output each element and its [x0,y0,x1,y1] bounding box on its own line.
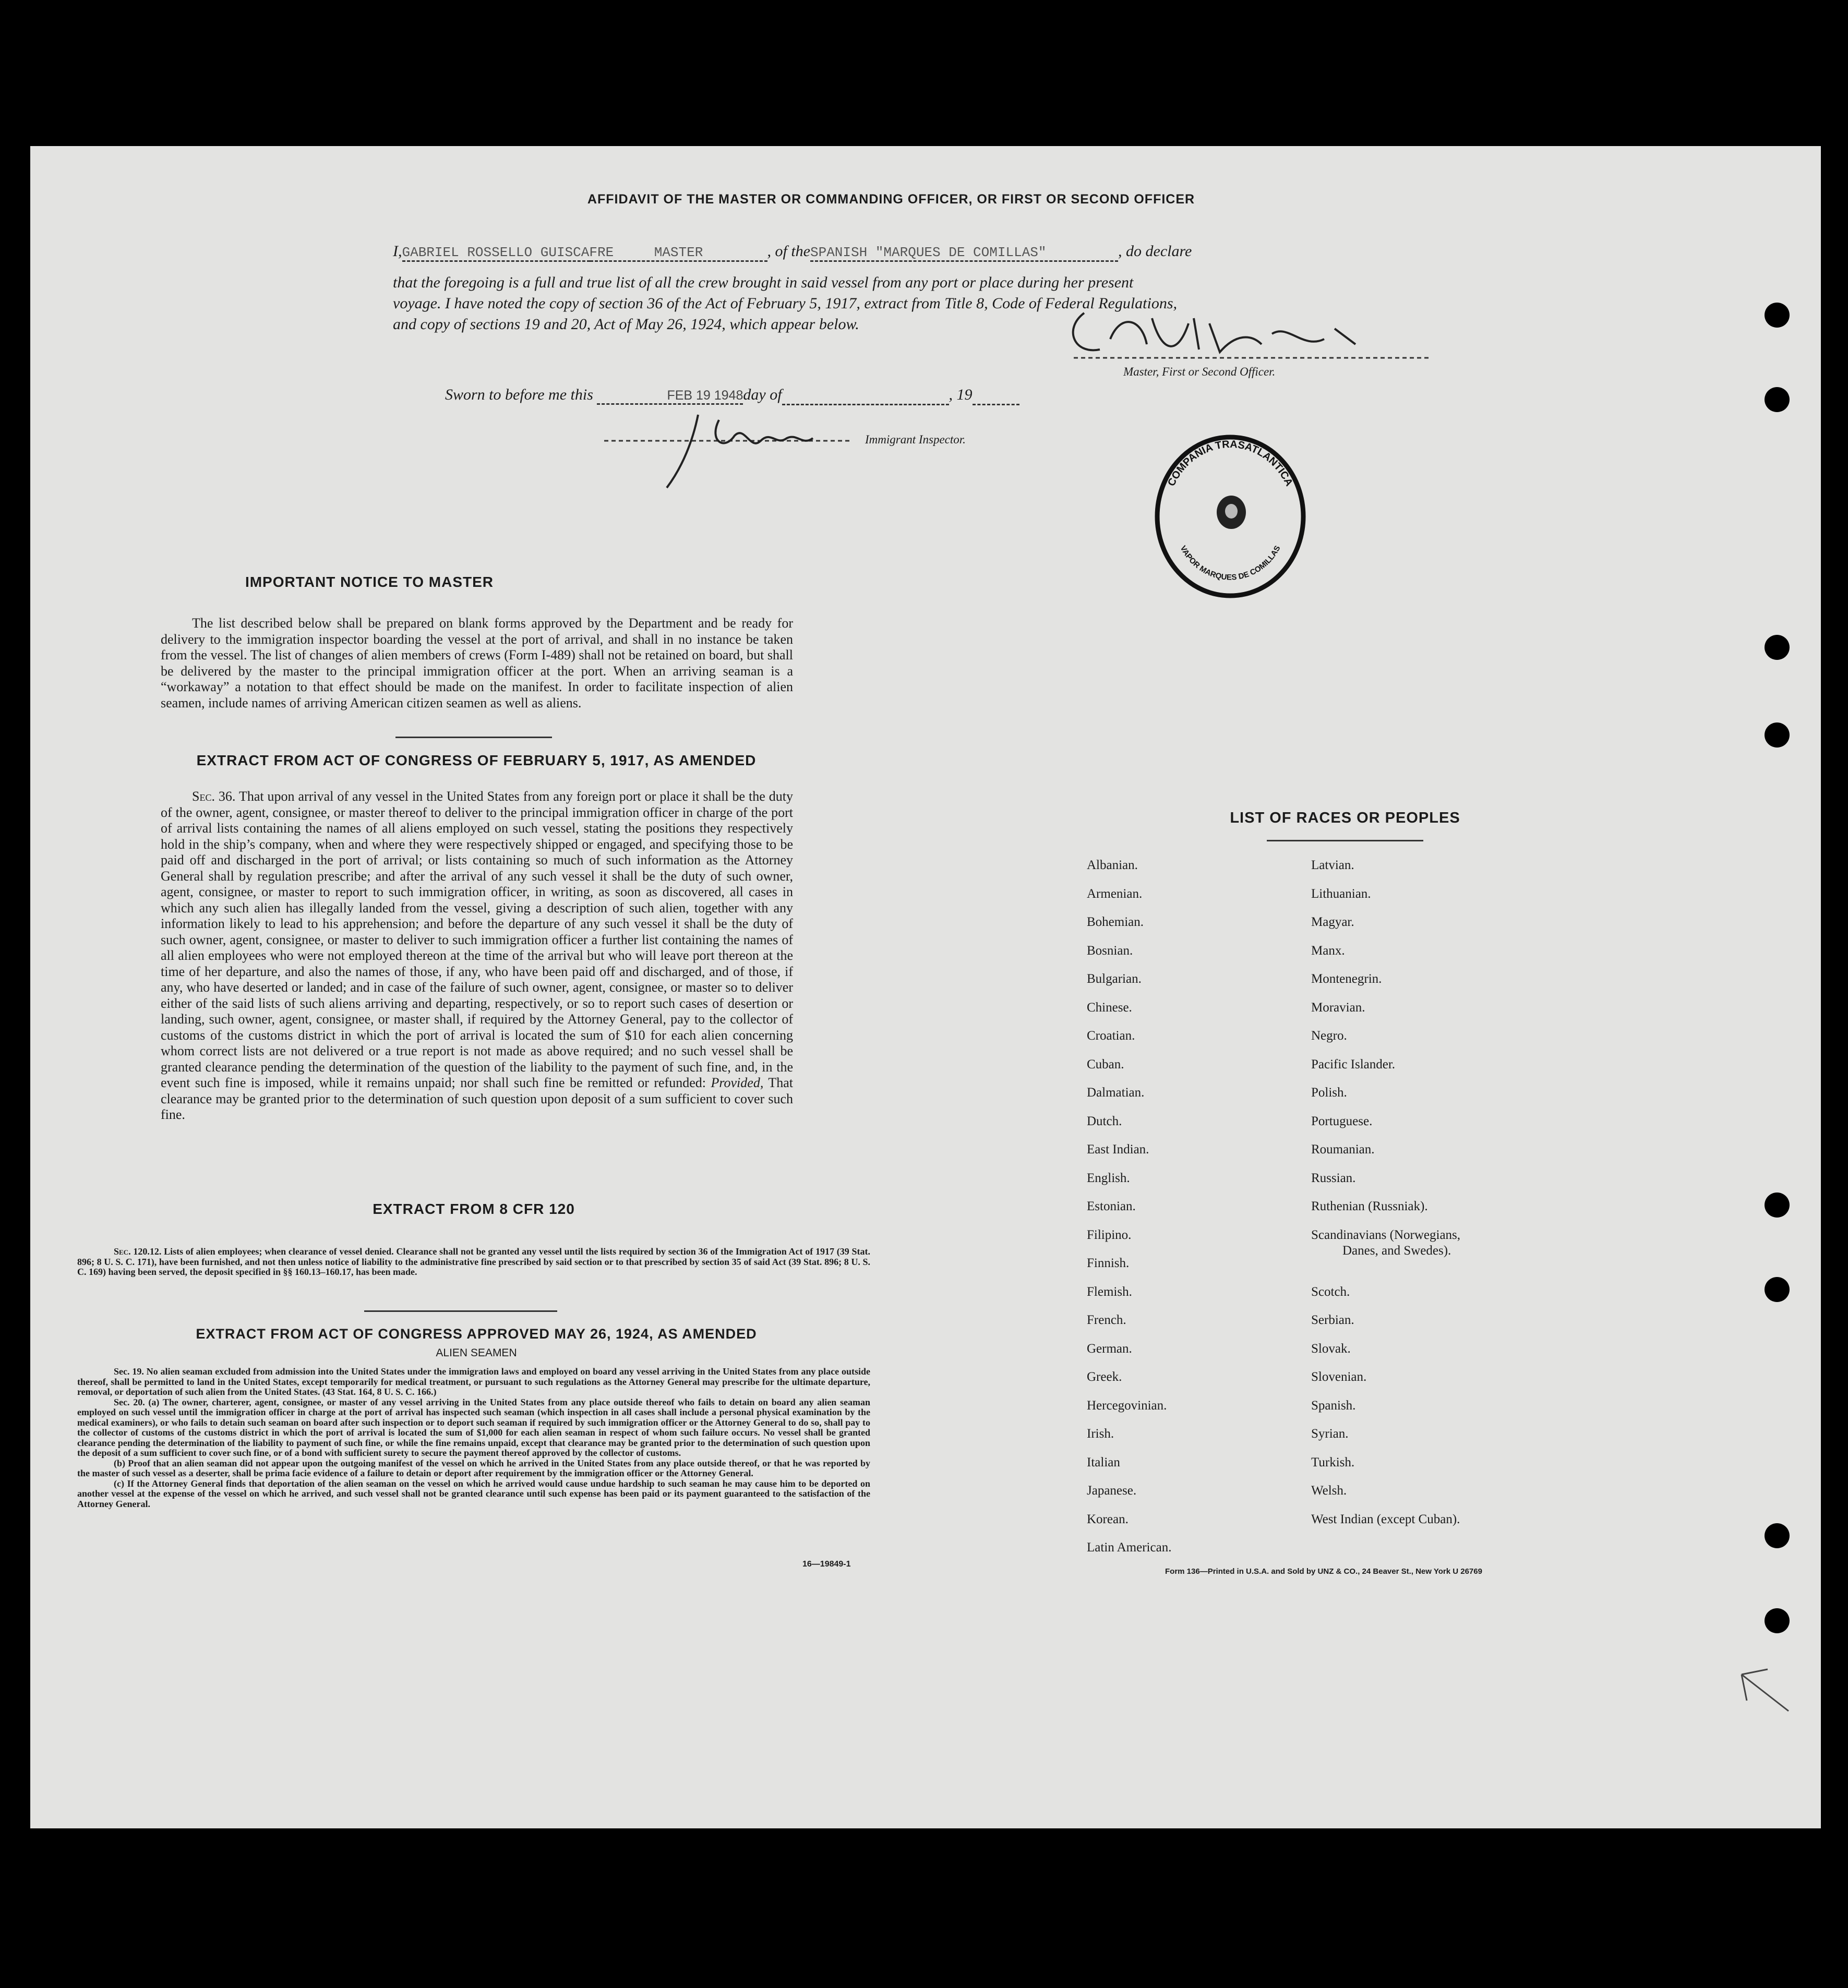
race-item: Danes, and Swedes). [1342,1243,1451,1258]
race-item: Montenegrin. [1311,972,1382,986]
month-field [782,386,949,405]
day-of-text: day of [743,386,782,403]
race-item: Chinese. [1087,1000,1132,1015]
race-item: Bosnian. [1087,943,1133,958]
race-item: Croatian. [1087,1029,1135,1043]
race-item: Roumanian. [1311,1142,1375,1156]
race-item: Spanish. [1311,1398,1356,1413]
sworn-date-stamp: FEB 19 1948 [597,388,743,405]
affidavit-line-1 [393,243,1192,262]
races-heading: LIST OF RACES OR PEOPLES [1230,810,1460,826]
affidavit-line-4: and copy of sections 19 and 20, Act of May 26, 1924, which appear below. [393,316,859,333]
document-sheet [30,146,1821,1828]
notice-text: The list described below shall be prepared on blank forms approved by the Department and be ready for delivery to the immigration inspector boarding the vessel at the port of arrival, and shall in no instance be taken from the vessel. The list of changes of alien members of crews (Form I-489) shall not be retained on board, but shall be delivered by the master to the principal immigration officer at the port. When an arriving seaman is a “workaway” a notation to that effect should be made on the manifest. In order to facilitate inspection of alien seamen, include names of arriving American citizen seamen as well as aliens. [161,616,793,710]
punch-hole [1765,1608,1790,1633]
punch-hole [1765,1192,1790,1218]
race-item: Slovak. [1311,1341,1351,1356]
race-item: Finnish. [1087,1256,1130,1270]
race-item: Portuguese. [1311,1114,1373,1128]
extract-1924-heading: EXTRACT FROM ACT OF CONGRESS APPROVED MAY 26, 1924, AS AMENDED [196,1326,757,1342]
race-item: Pacific Islander. [1311,1057,1396,1071]
affidavit-heading: AFFIDAVIT OF THE MASTER OR COMMANDING OFFICER, OR FIRST OR SECOND OFFICER [587,192,1195,207]
seal-text-top: COMPAÑIA TRASATLANTICA [1166,438,1295,488]
sworn-line [445,386,1019,405]
race-item: German. [1087,1341,1132,1356]
notice-heading: IMPORTANT NOTICE TO MASTER [245,574,494,590]
punch-hole [1765,387,1790,412]
divider [1267,840,1423,841]
extract-1917-heading: EXTRACT FROM ACT OF CONGRESS OF FEBRUARY 5, 1917, AS AMENDED [196,752,757,768]
punch-hole [1765,1523,1790,1548]
sec-20a-text: Sec. 20. (a) The owner, charterer, agent, consignee, or master of any vessel arriving in the United States from any place outside thereof who fails to detain on board any alien seaman employed on such vessel until the immigration officer in charge at the port of arrival has inspected such seaman (which inspection in all cases shall include a personal physical examination by the medical examiners), or who fails to detain such seaman on board after such inspection or to deport such seaman if required by such immigration officer or the Attorney General to do so, shall pay to the collector of customs of the customs district in which the port of arrival is located the sum of $1,000 for each alien seaman in respect of whom such failure occurs. No vessel shall be granted clearance pending the determination of the liability to payment of such fine, or while the fine remains unpaid, except that clearance may be granted prior to the determination of such question upon the deposit of a sum sufficient to cover such fine, or of a bond with sufficient surety to secure the payment thereof approved by the collector of customs. [77,1396,870,1458]
sec-36-label: Sec. 36. [192,789,236,804]
divider [395,737,552,738]
inspector-signature [604,409,875,493]
race-item: Welsh. [1311,1484,1347,1498]
race-item: Scotch. [1311,1284,1350,1299]
sec-20c-text: (c) If the Attorney General finds that deportation of the alien seaman on the vessel on which he arrived would cause undue hardship to such seaman he may cause him to be deported on another vessel at the expense of the vessel on which he arrived, and such vessel shall not be granted clearance until such expense has been paid or its payment guaranteed to the satisfaction of the Attorney General. [77,1478,870,1509]
of-the-text: , of the [767,243,810,260]
race-item: Manx. [1311,943,1345,958]
form-code: 16—19849-1 [802,1560,851,1569]
race-item: West Indian (except Cuban). [1311,1512,1460,1526]
cfr-text [77,1247,870,1278]
alien-seamen-subheading: ALIEN SEAMEN [436,1347,517,1359]
affidavit-prefix: I, [393,243,402,260]
affidavit-line-3: voyage. I have noted the copy of section 36 of the Act of February 5, 1917, extract from Title 8, Code of Federal Regulations, [393,295,1178,312]
race-item: Latin American. [1087,1540,1172,1555]
seal-text-bottom: VAPOR MARQUES DE COMILLAS [1178,544,1282,582]
printer-footer: Form 136—Printed in U.S.A. and Sold by UNZ & CO., 24 Beaver St., New York U 26769 [1165,1567,1482,1576]
race-item: Dalmatian. [1087,1086,1145,1100]
rank-field: MASTER [590,245,767,262]
race-item: Negro. [1311,1029,1347,1043]
race-item: Armenian. [1087,886,1143,901]
svg-text:VAPOR MARQUES DE COMILLAS [1178,544,1282,582]
race-item: Flemish. [1087,1284,1132,1299]
cfr-heading: EXTRACT FROM 8 CFR 120 [373,1201,575,1217]
race-item: Lithuanian. [1311,886,1371,901]
punch-hole [1765,1277,1790,1302]
race-item: Cuban. [1087,1057,1124,1071]
race-item: Italian [1087,1455,1120,1469]
do-declare-text: , do declare [1118,243,1192,260]
race-item: Dutch. [1087,1114,1122,1128]
race-item: Ruthenian (Russniak). [1311,1199,1428,1213]
master-caption: Master, First or Second Officer. [1123,365,1276,378]
punch-hole [1765,722,1790,748]
race-item: Hercegovinian. [1087,1398,1167,1413]
race-item: Polish. [1311,1086,1347,1100]
race-item: Syrian. [1311,1427,1349,1441]
race-item: Korean. [1087,1512,1129,1526]
race-item: Irish. [1087,1427,1114,1441]
affidavit-line-2: that the foregoing is a full and true list of all the crew brought in said vessel from any port or place during her present [393,274,1134,291]
sec-20b-text: (b) Proof that an alien seaman did not appear upon the outgoing manifest of the vessel on which he arrived in the United States from any place outside thereof, or that he was reported by the master of such vessel as a deserter, shall be prima facie evidence of a failure to detain or deport after requirement by the immigration officer or the Attorney General. [77,1457,870,1478]
year-prefix: , 19 [949,386,973,403]
extract-1917-text [161,789,793,1123]
master-signature [1063,303,1460,365]
race-item: Serbian. [1311,1313,1354,1327]
race-item: Estonian. [1087,1199,1136,1213]
sec-36-body: That upon arrival of any vessel in the United States from any foreign port or place it shall be the duty of the owner, agent, consignee, or master thereof to deliver to the principal immigration officer in charge of the port of arrival lists containing the names of all aliens employed on such vessel, stating the positions they respectively hold in the ship’s company, when and where they were respectively shipped or engaged, and specifying those to be paid off and discharged in the port of arrival; or lists containing so much of such information as the Attorney General shall by regulation prescribe; and after the arrival of any such vessel it shall be the duty of such owner, agent, consignee, or master to report to such immigration officer, in writing, as soon as discovered, all cases in which any such alien has illegally landed from the vessel, giving a description of such alien, together with any information likely to lead to his apprehension; and before the departure of any such vessel it shall be the duty of such owner, agent, consignee, or master to deliver to such immigration officer a further list containing the names of all alien employees who were not employed thereon at the time of the arrival but who will leave port thereon at the time of her departure, and also the names of those, if any, who have been paid off and discharged, and of those, if any, who have deserted or landed; and in case of the failure of such owner, agent, consignee, or master so to deliver either of the said lists of such aliens arriving and departing, respectively, or so to report such cases of desertion or landing, such owner, agent, consignee, or master shall, if required by the Attorney General, pay to the collector of customs of the customs district in which the port of arrival is located the sum of $10 for each alien concerning whom correct lists are not delivered or a true report is not made as above required; and no such vessel shall be granted clearance pending the determination of the question of the liability to the payment of such fine, and, in the event such fine is imposed, while it remains unpaid; nor shall such fine be remitted or refunded: [161,789,793,1090]
race-item: Slovenian. [1311,1370,1367,1384]
race-item: Turkish. [1311,1455,1355,1469]
vessel-field: SPANISH "MARQUES DE COMILLAS" [810,245,1118,262]
race-item: Greek. [1087,1370,1122,1384]
sec-36-end: That clearance may be granted prior to the determination of such question upon deposit of a sum sufficient to cover such fine. [161,1075,794,1122]
race-item: Magyar. [1311,915,1354,929]
race-item: French. [1087,1313,1126,1327]
race-item: Filipino. [1087,1227,1132,1242]
sec-19-text: Sec. 19. No alien seaman excluded from admission into the United States under the immigration laws and employed on board any vessel arriving in the United States from any place outside thereof, shall be permitted to land in the United States, except temporarily for medical treatment, or pursuant to such regulations as the Attorney General may prescribe for the ultimate departure, removal, or deportation of such alien from the United States. (43 Stat. 164, 8 U. S. C. 166.) [77,1366,870,1397]
extract-1924-text [77,1367,870,1509]
punch-hole [1765,303,1790,328]
race-item: Bohemian. [1087,915,1144,929]
divider [364,1310,557,1312]
cfr-sec-label: Sec. 120.12. [114,1246,162,1257]
race-item: Moravian. [1311,1000,1365,1015]
race-item: Albanian. [1087,858,1138,872]
race-item: English. [1087,1171,1130,1185]
race-item: Japanese. [1087,1484,1137,1498]
inspector-caption: Immigrant Inspector. [865,433,966,446]
race-item: Scandinavians (Norwegians, [1311,1227,1461,1242]
company-seal [1147,428,1314,605]
pencil-mark [1731,1659,1804,1721]
race-item: Russian. [1311,1171,1356,1185]
master-name-field: GABRIEL ROSSELLO GUISCAFRE [402,245,590,262]
svg-text:COMPAÑIA TRASATLANTICA [1166,439,1295,488]
provided-word: Provided, [711,1075,764,1090]
sworn-prefix: Sworn to before me this [445,386,593,403]
race-item: Bulgarian. [1087,972,1142,986]
year-field [973,386,1019,405]
race-item: East Indian. [1087,1142,1149,1156]
race-item: Latvian. [1311,858,1354,872]
punch-hole [1765,635,1790,660]
cfr-body: Lists of alien employees; when clearance of vessel denied. Clearance shall not be granted any vessel until the lists required by section 36 of the Immigration Act of 1917 (39 Stat. 896; 8 U. S. C. 171), have been furnished, and not then unless notice of liability to the administrative fine prescribed by said section or to that prescribed by section 35 of said Act (39 Stat. 896; 8 U. S. C. 169) having been served, the deposit specified in §§ 160.13–160.17, has been made. [77,1246,870,1277]
